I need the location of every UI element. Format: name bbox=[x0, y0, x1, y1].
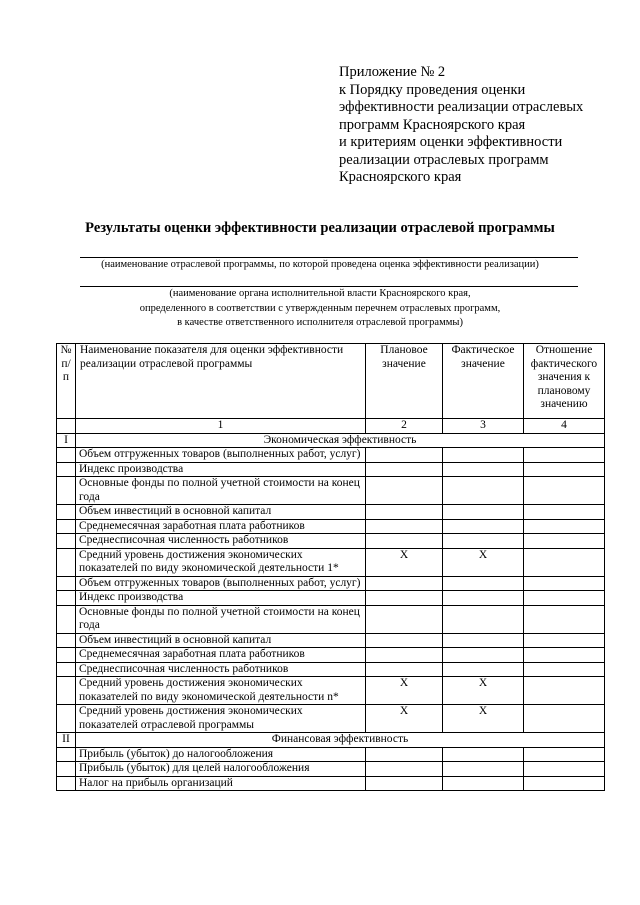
header-planned: Плановое значение bbox=[366, 344, 443, 419]
actual-value bbox=[443, 662, 524, 677]
planned-value bbox=[366, 747, 443, 762]
col-index bbox=[57, 419, 76, 434]
actual-value bbox=[443, 776, 524, 791]
executor-caption-line: определенного в соответствии с утвержденным перечнем отраслевых программ, bbox=[139, 302, 501, 314]
indicator-name: Средний уровень достижения экономических показателей по виду экономической деятельности 1* bbox=[76, 548, 366, 576]
indicator-name: Средний уровень достижения экономических показателей по виду экономической деятельности n* bbox=[76, 677, 366, 705]
appendix-line: эффективности реализации отраслевых bbox=[339, 99, 584, 115]
actual-value: X bbox=[443, 705, 524, 733]
table-row bbox=[57, 605, 605, 633]
table-row bbox=[57, 662, 605, 677]
row-num-cell bbox=[57, 633, 76, 648]
actual-value bbox=[443, 591, 524, 606]
indicator-name: Объем отгруженных товаров (выполненных работ, услуг) bbox=[76, 576, 366, 591]
section-row bbox=[57, 433, 605, 448]
table-row bbox=[57, 633, 605, 648]
indicator-name: Прибыль (убыток) до налогообложения bbox=[76, 747, 366, 762]
appendix-block bbox=[339, 64, 583, 187]
table-row bbox=[57, 677, 605, 705]
planned-value: X bbox=[366, 677, 443, 705]
indicator-name: Прибыль (убыток) для целей налогообложения bbox=[76, 762, 366, 777]
ratio-value bbox=[524, 576, 605, 591]
planned-value bbox=[366, 648, 443, 663]
planned-value bbox=[366, 462, 443, 477]
ratio-value bbox=[524, 662, 605, 677]
row-num-cell bbox=[57, 548, 76, 576]
ratio-value bbox=[524, 776, 605, 791]
actual-value bbox=[443, 448, 524, 463]
planned-value bbox=[366, 762, 443, 777]
ratio-value bbox=[524, 534, 605, 549]
ratio-value bbox=[524, 677, 605, 705]
planned-value bbox=[366, 662, 443, 677]
table-row bbox=[57, 548, 605, 576]
planned-value bbox=[366, 448, 443, 463]
actual-value bbox=[443, 505, 524, 520]
table-row bbox=[57, 591, 605, 606]
indicator-name: Средний уровень достижения экономических показателей отраслевой программы bbox=[76, 705, 366, 733]
row-num-cell bbox=[57, 448, 76, 463]
page-title: Результаты оценки эффективности реализации отраслевой программы bbox=[85, 220, 555, 236]
actual-value bbox=[443, 605, 524, 633]
section-row bbox=[57, 733, 605, 748]
row-num-cell bbox=[57, 519, 76, 534]
planned-value bbox=[366, 477, 443, 505]
indicator-name: Среднемесячная заработная плата работников bbox=[76, 648, 366, 663]
col-index: 2 bbox=[366, 419, 443, 434]
ratio-value bbox=[524, 591, 605, 606]
actual-value bbox=[443, 747, 524, 762]
ratio-value bbox=[524, 548, 605, 576]
indicator-name: Среднемесячная заработная плата работников bbox=[76, 519, 366, 534]
row-num-cell bbox=[57, 705, 76, 733]
row-num-cell bbox=[57, 776, 76, 791]
header-num: № п/п bbox=[57, 344, 76, 419]
ratio-value bbox=[524, 762, 605, 777]
row-num-cell bbox=[57, 762, 76, 777]
header-actual: Фактическое значение bbox=[443, 344, 524, 419]
indicator-name: Объем отгруженных товаров (выполненных работ, услуг) bbox=[76, 448, 366, 463]
planned-value: X bbox=[366, 705, 443, 733]
table-row bbox=[57, 477, 605, 505]
table-row bbox=[57, 648, 605, 663]
actual-value bbox=[443, 519, 524, 534]
header-name: Наименование показателя для оценки эффективности реализации отраслевой программы bbox=[76, 344, 366, 419]
ratio-value bbox=[524, 605, 605, 633]
ratio-value bbox=[524, 477, 605, 505]
program-name-caption: (наименование отраслевой программы, по которой проведена оценка эффективности реализации) bbox=[101, 259, 539, 270]
indicator-name: Среднесписочная численность работников bbox=[76, 662, 366, 677]
table-row bbox=[57, 576, 605, 591]
planned-value bbox=[366, 505, 443, 520]
planned-value bbox=[366, 576, 443, 591]
table-row bbox=[57, 705, 605, 733]
indicator-name: Индекс производства bbox=[76, 462, 366, 477]
col-index: 3 bbox=[443, 419, 524, 434]
indicator-name: Объем инвестиций в основной капитал bbox=[76, 633, 366, 648]
appendix-line: Красноярского края bbox=[339, 169, 462, 185]
ratio-value bbox=[524, 448, 605, 463]
section-num: II bbox=[57, 733, 76, 748]
planned-value bbox=[366, 633, 443, 648]
row-num-cell bbox=[57, 534, 76, 549]
table-row bbox=[57, 762, 605, 777]
executor-caption-line: (наименование органа исполнительной власти Красноярского края, bbox=[169, 288, 471, 299]
row-num-cell bbox=[57, 677, 76, 705]
indicator-name: Налог на прибыль организаций bbox=[76, 776, 366, 791]
indicator-name: Объем инвестиций в основной капитал bbox=[76, 505, 366, 520]
table-row bbox=[57, 462, 605, 477]
row-num-cell bbox=[57, 462, 76, 477]
appendix-line: реализации отраслевых программ bbox=[339, 151, 549, 168]
section-title: Финансовая эффективность bbox=[76, 733, 605, 748]
ratio-value bbox=[524, 505, 605, 520]
actual-value bbox=[443, 762, 524, 777]
row-num-cell bbox=[57, 505, 76, 520]
planned-value bbox=[366, 519, 443, 534]
section-title: Экономическая эффективность bbox=[76, 433, 605, 448]
actual-value bbox=[443, 534, 524, 549]
indicator-name: Основные фонды по полной учетной стоимости на конец года bbox=[76, 477, 366, 505]
row-num-cell bbox=[57, 591, 76, 606]
appendix-line: и критериям оценки эффективности bbox=[339, 134, 563, 150]
results-table bbox=[56, 343, 605, 791]
ratio-value bbox=[524, 747, 605, 762]
row-num-cell bbox=[57, 648, 76, 663]
row-num-cell bbox=[57, 662, 76, 677]
table-header-row bbox=[57, 344, 605, 419]
actual-value bbox=[443, 477, 524, 505]
ratio-value bbox=[524, 519, 605, 534]
planned-value: X bbox=[366, 548, 443, 576]
section-num: I bbox=[57, 433, 76, 448]
header-ratio: Отношение фактического значения к плановому значению bbox=[524, 344, 605, 419]
table-row bbox=[57, 747, 605, 762]
actual-value bbox=[443, 648, 524, 663]
row-num-cell bbox=[57, 576, 76, 591]
planned-value bbox=[366, 605, 443, 633]
table-row bbox=[57, 505, 605, 520]
ratio-value bbox=[524, 462, 605, 477]
table-row bbox=[57, 534, 605, 549]
actual-value bbox=[443, 576, 524, 591]
ratio-value bbox=[524, 705, 605, 733]
ratio-value bbox=[524, 633, 605, 648]
table-row bbox=[57, 519, 605, 534]
planned-value bbox=[366, 534, 443, 549]
row-num-cell bbox=[57, 477, 76, 505]
col-index: 1 bbox=[76, 419, 366, 434]
table-row bbox=[57, 448, 605, 463]
appendix-line: программ Красноярского края bbox=[339, 116, 526, 133]
executor-caption bbox=[0, 287, 640, 331]
indicator-name: Индекс производства bbox=[76, 591, 366, 606]
indicator-name: Основные фонды по полной учетной стоимости на конец года bbox=[76, 605, 366, 633]
col-index: 4 bbox=[524, 419, 605, 434]
row-num-cell bbox=[57, 747, 76, 762]
planned-value bbox=[366, 776, 443, 791]
planned-value bbox=[366, 591, 443, 606]
actual-value: X bbox=[443, 677, 524, 705]
row-num-cell bbox=[57, 605, 76, 633]
table-row bbox=[57, 776, 605, 791]
actual-value bbox=[443, 633, 524, 648]
column-index-row bbox=[57, 419, 605, 434]
actual-value: X bbox=[443, 548, 524, 576]
indicator-name: Среднесписочная численность работников bbox=[76, 534, 366, 549]
executor-caption-line: в качестве ответственного исполнителя отраслевой программы) bbox=[177, 317, 463, 328]
actual-value bbox=[443, 462, 524, 477]
appendix-line: Приложение № 2 bbox=[339, 64, 446, 80]
appendix-line: к Порядку проведения оценки bbox=[339, 81, 526, 98]
ratio-value bbox=[524, 648, 605, 663]
